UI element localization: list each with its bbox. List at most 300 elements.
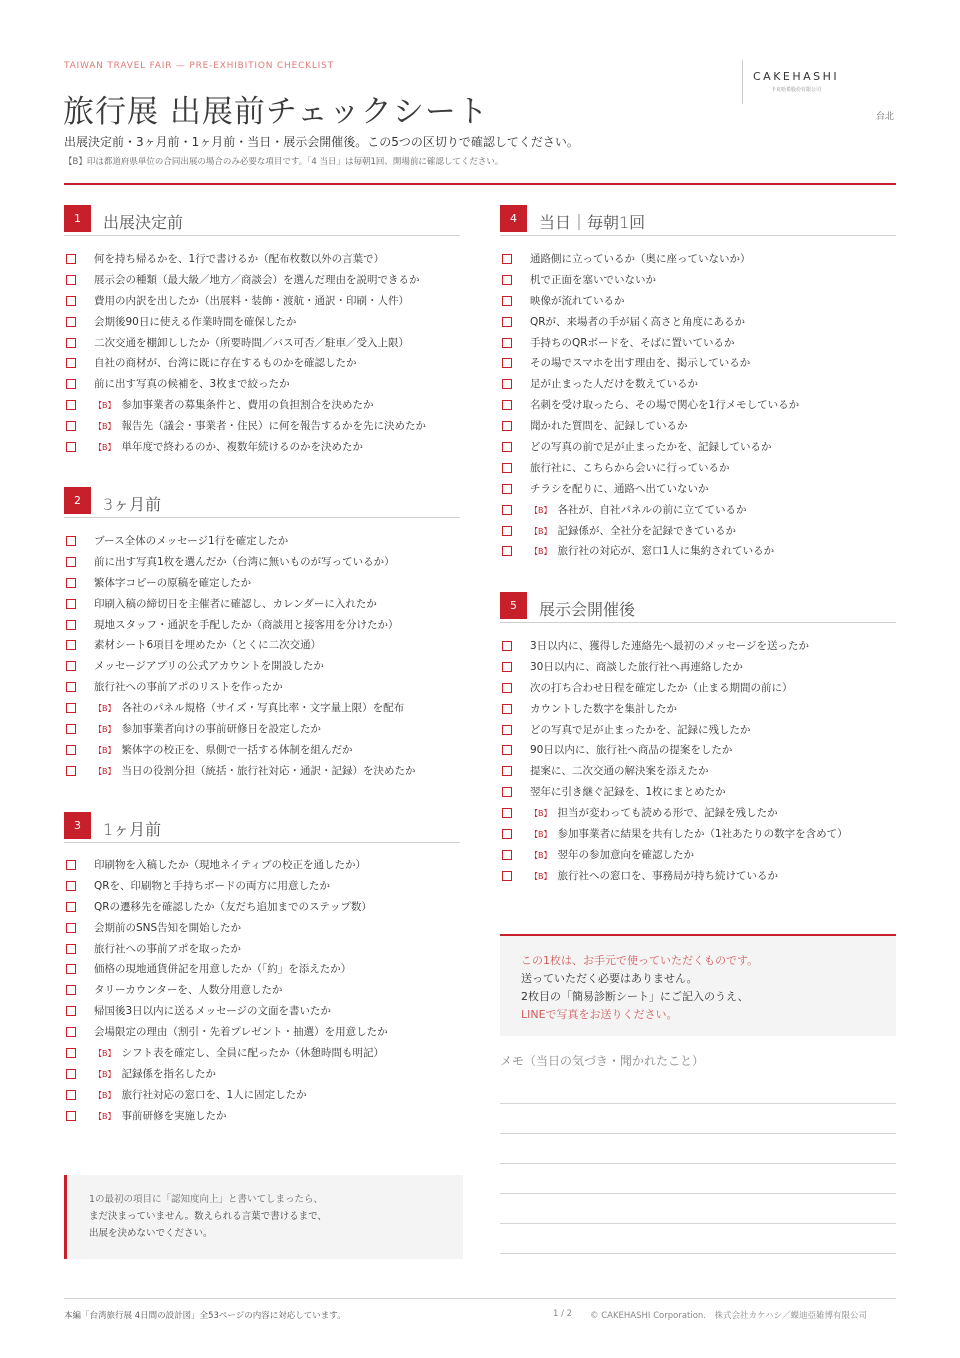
item-text (94, 439, 363, 454)
item-label: 各社が、自社パネルの前に立てているか (557, 503, 747, 516)
checkbox[interactable] (502, 421, 512, 431)
item-text (94, 355, 357, 370)
item-label: 旅行社対応の窓口を、1人に固定したか (121, 1088, 307, 1101)
item-label: 記録係を指名したか (121, 1067, 216, 1080)
checkbox[interactable] (66, 682, 76, 692)
item-label: 机で正面を塞いでいないか (530, 273, 656, 286)
item-text (94, 397, 374, 412)
checkbox[interactable] (66, 985, 76, 995)
notice-line: この1枚は、お手元で使っていただくものです。 (521, 954, 759, 967)
item-text (530, 481, 709, 496)
item-label: カウントした数字を集計したか (530, 702, 677, 715)
item-label: 自社の商材が、台湾に既に存在するものかを確認したか (94, 357, 357, 370)
checkbox[interactable] (502, 766, 512, 776)
header-divider (64, 183, 896, 185)
checklist-item[interactable] (500, 784, 896, 805)
item-text (94, 1003, 331, 1018)
checklist-item[interactable] (500, 460, 896, 481)
item-text (94, 920, 241, 935)
checkbox[interactable] (66, 1048, 76, 1058)
checkbox[interactable] (502, 296, 512, 306)
checklist-item[interactable] (500, 397, 896, 418)
item-text (530, 418, 688, 433)
b-tag: 【B】 (530, 505, 552, 515)
item-text (530, 722, 751, 737)
item-text (94, 596, 377, 611)
checkbox[interactable] (502, 787, 512, 797)
item-text (530, 659, 743, 674)
checkbox[interactable] (502, 484, 512, 494)
footer-reference: 本編「台湾旅行展 4日間の設計図」全53ページの内容に対応しています。 (64, 1311, 346, 1321)
checklist-item[interactable] (500, 502, 896, 523)
checklist-item[interactable] (64, 376, 460, 397)
checklist-item[interactable] (64, 1024, 460, 1045)
item-label: 3日以内に、獲得した連絡先へ最初のメッセージを送ったか (530, 640, 810, 652)
item-label: 前に出す写真1枚を選んだか（台湾に無いものが写っているか） (94, 555, 395, 568)
memo-line[interactable] (500, 1133, 896, 1134)
checklist-item[interactable] (64, 941, 460, 962)
item-label: 翌年の参加意向を確認したか (557, 848, 694, 861)
item-text (530, 293, 625, 308)
checklist-item[interactable] (64, 272, 460, 293)
checklist-item[interactable] (500, 868, 896, 889)
item-label: 参加事業者向けの事前研修日を設定したか (121, 723, 321, 736)
checklist-item[interactable] (500, 523, 896, 544)
item-label: 繁体字の校正を、県側で一括する体制を組んだか (121, 743, 353, 756)
item-label: 繁体字コピーの原稿を確定したか (94, 576, 252, 589)
item-label: 名刺を受け取ったら、その場で関心を1行メモしているか (530, 399, 800, 412)
checkbox[interactable] (502, 546, 512, 556)
city-label: 台北 (876, 112, 895, 122)
item-text (530, 460, 730, 475)
checklist-item[interactable] (500, 847, 896, 868)
checkbox[interactable] (502, 379, 512, 389)
checklist-item[interactable] (64, 721, 460, 742)
checklist-item[interactable] (64, 857, 460, 878)
item-label: 参加事業者の募集条件と、費用の負担割合を決めたか (121, 399, 374, 412)
checklist-item[interactable] (500, 293, 896, 314)
checklist-item[interactable] (64, 637, 460, 658)
section-header-5 (500, 592, 896, 623)
checkbox[interactable] (66, 881, 76, 891)
item-text (94, 1024, 388, 1039)
checkbox[interactable] (66, 1069, 76, 1079)
notice-line: LINEで写真をお送りください。 (521, 1008, 678, 1021)
item-label: 費用の内訳を出したか（出展料・装飾・渡航・通訳・印刷・人件） (94, 294, 409, 307)
checklist-item[interactable] (500, 335, 896, 356)
item-label: 手持ちのQRボードを、そばに置いているか (530, 336, 735, 349)
section-title: 3ヶ月前 (103, 495, 162, 514)
checkbox[interactable] (66, 275, 76, 285)
item-text (530, 763, 709, 778)
item-text (530, 439, 772, 454)
checkbox[interactable] (66, 338, 76, 348)
item-label: 素材シート6項目を埋めたか（とくに二次交通） (94, 639, 322, 652)
checkbox[interactable] (66, 902, 76, 912)
b-tag: 【B】 (94, 745, 116, 755)
usage-notice (500, 934, 896, 1036)
checklist-item[interactable] (64, 575, 460, 596)
item-label: 次の打ち合わせ日程を確定したか（止まる期間の前に） (530, 681, 793, 694)
item-label: 旅行社への事前アポを取ったか (94, 942, 241, 955)
item-label: 映像が流れているか (530, 294, 625, 307)
checklist-item[interactable] (500, 418, 896, 439)
checkbox[interactable] (502, 850, 512, 860)
checklist-item[interactable] (500, 638, 896, 659)
item-label: 90日以内に、旅行社へ商品の提案をしたか (530, 744, 733, 757)
checkbox[interactable] (66, 1111, 76, 1121)
footer-copyright: © CAKEHASHI Corporation. 株式会社カケハシ／蝶迪亞雑博有限公司 (590, 1311, 868, 1321)
checklist-item[interactable] (500, 251, 896, 272)
item-text (94, 742, 353, 757)
item-text (94, 982, 282, 997)
item-label: 何を持ち帰るかを、1行で書けるか（配布枚数以外の言葉で） (94, 253, 385, 265)
item-label: どの写真で足が止まったかを、記録に残したか (530, 723, 751, 736)
section-header-1 (64, 205, 460, 236)
callout-line: まだ決まっていません。数えられる言葉で書けるまで、 (89, 1211, 327, 1222)
item-text (94, 575, 251, 590)
item-text (94, 1108, 227, 1123)
item-label: 翌年に引き継ぐ記録を、1枚にまとめたか (530, 786, 726, 799)
item-text (94, 251, 384, 266)
item-label: 各社のパネル規格（サイズ・写真比率・文字量上限）を配布 (121, 702, 405, 715)
company-logo (742, 60, 843, 104)
checkbox[interactable] (66, 442, 76, 452)
section-number: 5 (500, 592, 527, 619)
checkbox[interactable] (502, 725, 512, 735)
item-text (530, 314, 745, 329)
checkbox[interactable] (66, 620, 76, 630)
item-text (530, 742, 732, 757)
item-text (94, 700, 404, 715)
checkbox[interactable] (66, 421, 76, 431)
item-text (94, 335, 409, 350)
checkbox[interactable] (66, 923, 76, 933)
item-label: 会期後90日に使える作業時間を確保したか (94, 315, 297, 328)
item-text (94, 721, 321, 736)
section-title: 1ヶ月前 (103, 820, 162, 839)
checklist-item[interactable] (500, 481, 896, 502)
checklist-item[interactable] (64, 554, 460, 575)
checkbox[interactable] (66, 254, 76, 264)
footer-divider (64, 1298, 896, 1299)
logo-wordmark: CAKEHASHI (753, 70, 840, 83)
item-text (530, 272, 656, 287)
checklist-item[interactable] (64, 355, 460, 376)
checklist-item[interactable] (500, 680, 896, 701)
checklist-item[interactable] (64, 982, 460, 1003)
checklist-item[interactable] (500, 805, 896, 826)
checklist-item[interactable] (64, 617, 460, 638)
checkbox[interactable] (66, 944, 76, 954)
item-text (94, 418, 426, 433)
checkbox[interactable] (502, 704, 512, 714)
checkbox[interactable] (66, 964, 76, 974)
checklist-section-4 (500, 251, 896, 564)
checkbox[interactable] (66, 536, 76, 546)
section-header-2 (64, 487, 460, 518)
item-text (94, 961, 351, 976)
checklist-item[interactable] (500, 355, 896, 376)
b-tag: 【B】 (530, 830, 552, 840)
checklist-section-5 (500, 638, 896, 889)
section-number: 2 (64, 487, 91, 514)
item-label: 旅行社への事前アポのリストを作ったか (94, 681, 283, 694)
checklist-item[interactable] (64, 1066, 460, 1087)
checkbox[interactable] (502, 338, 512, 348)
item-label: メッセージアプリの公式アカウントを開設したか (94, 660, 324, 673)
checklist-item[interactable] (500, 314, 896, 335)
page-subtitle: 出展決定前・3ヶ月前・1ヶ月前・当日・展示会開催後。この5つの区切りで確認してください。 (64, 135, 579, 149)
callout-line: 出展を決めないでください。 (89, 1228, 213, 1239)
item-text (94, 293, 409, 308)
section-title: 展示会開催後 (539, 600, 636, 619)
item-text (94, 533, 288, 548)
item-text (94, 941, 241, 956)
checkbox[interactable] (66, 358, 76, 368)
checklist-item[interactable] (64, 679, 460, 700)
checkbox[interactable] (502, 442, 512, 452)
checkbox[interactable] (66, 766, 76, 776)
item-text (530, 543, 774, 558)
b-tag: 【B】 (530, 850, 552, 860)
page-title: 旅行展 出展前チェックシート (63, 94, 489, 130)
checklist-item[interactable] (64, 1045, 460, 1066)
item-text (530, 805, 778, 820)
item-label: 提案に、二次交通の解決案を添えたか (530, 765, 709, 778)
checkbox[interactable] (66, 745, 76, 755)
warning-callout (64, 1175, 463, 1259)
item-label: タリーカウンターを、人数分用意したか (94, 984, 283, 997)
checkbox[interactable] (502, 463, 512, 473)
item-label: 帰国後3日以内に送るメッセージの文面を書いたか (94, 1005, 332, 1018)
item-label: 会期前のSNS告知を開始したか (94, 921, 242, 934)
memo-label: メモ（当日の気づき・聞かれたこと） (500, 1054, 705, 1068)
section-number: 4 (500, 205, 527, 232)
item-label: 現地スタッフ・通訳を手配したか（商談用と接客用を分けたか） (94, 618, 399, 631)
b-tag: 【B】 (94, 1090, 116, 1100)
item-label: 事前研修を実施したか (121, 1109, 227, 1122)
checkbox[interactable] (66, 1006, 76, 1016)
item-label: 足が止まった人だけを数えているか (530, 378, 698, 391)
item-text (530, 335, 735, 350)
item-label: QRが、来場者の手が届く高さと角度にあるか (530, 315, 746, 328)
b-tag: 【B】 (530, 547, 552, 557)
checklist-item[interactable] (500, 272, 896, 293)
b-tag: 【B】 (94, 1049, 116, 1059)
item-label: 聞かれた質問を、記録しているか (530, 420, 688, 433)
section-header-3 (64, 812, 460, 843)
checkbox[interactable] (66, 317, 76, 327)
checkbox[interactable] (502, 745, 512, 755)
item-label: 当日の役割分担（統括・旅行社対応・通訳・記録）を決めたか (121, 764, 416, 777)
item-text (530, 847, 694, 862)
notice-line: 2枚目の「簡易診断シート」にご記入のうえ、 (521, 990, 749, 1003)
section-header-4 (500, 205, 896, 236)
item-label: 担当が変わっても読める形で、記録を残したか (557, 807, 778, 820)
item-label: 通路側に立っているか（奥に座っていないか） (530, 253, 751, 265)
item-text (94, 314, 296, 329)
item-label: ブース全体のメッセージ1行を確定したか (94, 535, 289, 547)
checklist-item[interactable] (64, 533, 460, 554)
page-note: 【B】印は都道府県単位の合同出展の場合のみ必要な項目です。「4 当日」は毎朝1回、開場前に確認してください。 (64, 157, 504, 167)
item-text (94, 763, 416, 778)
checklist-item[interactable] (64, 961, 460, 982)
item-text (530, 784, 726, 799)
section-title: 出展決定前 (103, 213, 184, 232)
checklist-item[interactable] (500, 826, 896, 847)
memo-line[interactable] (500, 1163, 896, 1164)
item-label: どの写真の前で足が止まったかを、記録しているか (530, 441, 772, 454)
item-text (94, 857, 366, 872)
b-tag: 【B】 (94, 725, 116, 735)
checklist-item[interactable] (64, 1003, 460, 1024)
memo-line[interactable] (500, 1103, 896, 1104)
checklist-item[interactable] (64, 1087, 460, 1108)
item-label: その場でスマホを出す理由を、掲示しているか (530, 357, 751, 370)
checkbox[interactable] (502, 505, 512, 515)
item-text (530, 638, 809, 653)
checkbox[interactable] (66, 1090, 76, 1100)
b-tag: 【B】 (94, 1111, 116, 1121)
item-label: QRの遷移先を確認したか（友だち追加までのステップ数） (94, 900, 372, 913)
checklist-item[interactable] (64, 293, 460, 314)
checklist-item[interactable] (500, 659, 896, 680)
item-text (530, 502, 747, 517)
item-text (94, 658, 324, 673)
item-text (530, 376, 698, 391)
checkbox[interactable] (66, 724, 76, 734)
item-text (94, 1087, 307, 1102)
item-text (94, 272, 420, 287)
checklist-item[interactable] (64, 418, 460, 439)
checkbox[interactable] (502, 829, 512, 839)
item-text (94, 1066, 216, 1081)
item-label: 参加事業者に結果を共有したか（1社あたりの数字を含めて） (557, 828, 848, 841)
item-text (530, 680, 793, 695)
item-label: 価格の現地通貨併記を用意したか（「約」を添えたか） (94, 963, 352, 976)
checkbox[interactable] (66, 557, 76, 567)
checklist-item[interactable] (500, 742, 896, 763)
checklist-item[interactable] (64, 596, 460, 617)
item-text (94, 637, 321, 652)
memo-line[interactable] (500, 1193, 896, 1194)
item-label: 単年度で終わるのか、複数年続けるのかを決めたか (121, 441, 363, 454)
item-text (530, 397, 799, 412)
b-tag: 【B】 (530, 871, 552, 881)
item-label: 印刷入稿の締切日を主催者に確認し、カレンダーに入れたか (94, 597, 377, 610)
b-tag: 【B】 (94, 704, 116, 714)
checklist-item[interactable] (64, 251, 460, 272)
checklist-item[interactable] (64, 763, 460, 784)
b-tag: 【B】 (94, 1069, 116, 1079)
checklist-item[interactable] (500, 763, 896, 784)
notice-line: 送っていただく必要はありません。 (521, 972, 698, 985)
item-label: 報告先（議会・事業者・住民）に何を報告するかを先に決めたか (121, 420, 426, 433)
checkbox[interactable] (502, 808, 512, 818)
checkbox[interactable] (502, 662, 512, 672)
page-number: 1 / 2 (553, 1309, 573, 1319)
b-tag: 【B】 (94, 401, 116, 411)
item-text (530, 868, 778, 883)
checklist-section-1 (64, 251, 460, 460)
eyebrow: TAIWAN TRAVEL FAIR — PRE-EXHIBITION CHECKLIST (64, 61, 334, 71)
item-label: 二次交通を棚卸ししたか（所要時間／バス可否／駐車／受入上限） (94, 336, 409, 349)
section-number: 1 (64, 205, 91, 232)
item-text (94, 679, 283, 694)
b-tag: 【B】 (530, 526, 552, 536)
checkbox[interactable] (502, 871, 512, 881)
item-label: 印刷物を入稿したか（現地ネイティブの校正を通したか） (94, 859, 366, 871)
b-tag: 【B】 (530, 809, 552, 819)
checkbox[interactable] (502, 400, 512, 410)
item-label: 旅行社に、こちらから会いに行っているか (530, 461, 730, 474)
checkbox[interactable] (502, 641, 512, 651)
checklist-item[interactable] (500, 701, 896, 722)
item-label: 旅行社への窓口を、事務局が持ち続けているか (557, 869, 778, 882)
checkbox[interactable] (66, 640, 76, 650)
item-text (530, 826, 848, 841)
checkbox[interactable] (66, 1027, 76, 1037)
item-label: 30日以内に、商談した旅行社へ再連絡したか (530, 660, 743, 673)
checkbox[interactable] (502, 317, 512, 327)
checklist-item[interactable] (64, 439, 460, 460)
checklist-section-3 (64, 857, 460, 1129)
checklist-item[interactable] (64, 1108, 460, 1129)
checkbox[interactable] (502, 526, 512, 536)
item-text (530, 251, 751, 266)
item-label: 展示会の種類（最大級／地方／商談会）を選んだ理由を説明できるか (94, 273, 420, 286)
checklist-item[interactable] (64, 878, 460, 899)
checklist-item[interactable] (64, 658, 460, 679)
checkbox[interactable] (66, 578, 76, 588)
item-text (530, 355, 750, 370)
memo-line[interactable] (500, 1253, 896, 1254)
checkbox[interactable] (502, 275, 512, 285)
checklist-item[interactable] (64, 335, 460, 356)
item-label: シフト表を確定し、全員に配ったか（休憩時間も明記） (121, 1047, 384, 1060)
checkbox[interactable] (66, 400, 76, 410)
checkbox[interactable] (66, 379, 76, 389)
checklist-item[interactable] (64, 397, 460, 418)
checkbox[interactable] (502, 358, 512, 368)
checklist-item[interactable] (64, 700, 460, 721)
checklist-item[interactable] (500, 722, 896, 743)
checkbox[interactable] (502, 254, 512, 264)
checklist-item[interactable] (64, 742, 460, 763)
item-text (94, 899, 372, 914)
checklist-item[interactable] (500, 439, 896, 460)
checklist-item[interactable] (64, 899, 460, 920)
checklist-item[interactable] (64, 920, 460, 941)
checkbox[interactable] (66, 703, 76, 713)
item-text (530, 523, 736, 538)
checklist-item[interactable] (64, 314, 460, 335)
checkbox[interactable] (502, 683, 512, 693)
item-label: 記録係が、全社分を記録できているか (557, 524, 736, 537)
item-label: チラシを配りに、通路へ出ていないか (530, 482, 709, 495)
checklist-item[interactable] (500, 376, 896, 397)
memo-line[interactable] (500, 1223, 896, 1224)
item-text (94, 617, 399, 632)
b-tag: 【B】 (94, 443, 116, 453)
checkbox[interactable] (66, 860, 76, 870)
checkbox[interactable] (66, 661, 76, 671)
checklist-item[interactable] (500, 543, 896, 564)
checkbox[interactable] (66, 599, 76, 609)
b-tag: 【B】 (94, 766, 116, 776)
checkbox[interactable] (66, 296, 76, 306)
